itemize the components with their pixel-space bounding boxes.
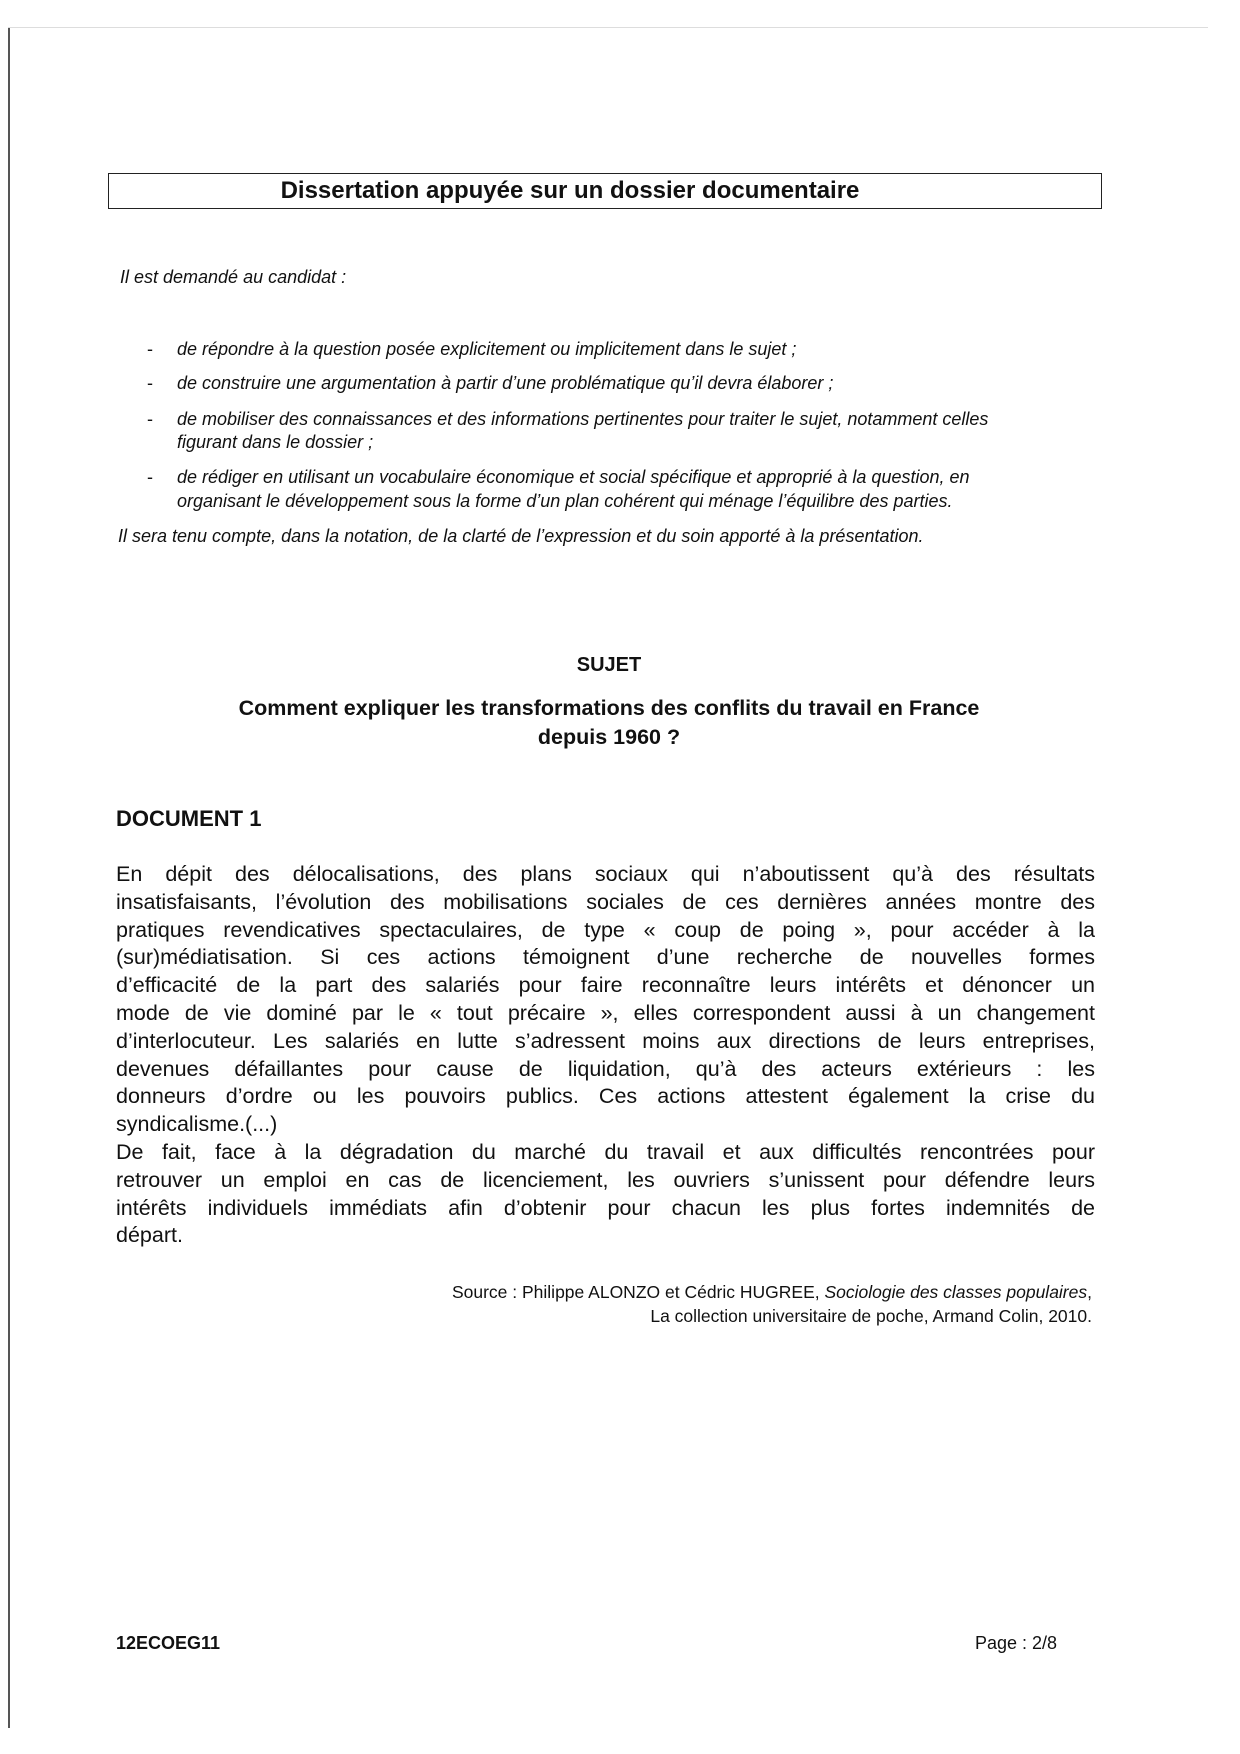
body-line: insatisfaisants, l’évolution des mobilisations sociales de ces dernières années montre des xyxy=(116,889,1095,914)
body-line: (sur)médiatisation. Si ces actions témoignent d’une recherche de nouvelles formes xyxy=(116,945,1095,970)
source-line-2: La collection universitaire de poche, Armand Colin, 2010. xyxy=(650,1306,1092,1326)
body-line: d’efficacité de la part des salariés pour faire reconnaître leurs intérêts et dénoncer un xyxy=(116,973,1095,998)
page-title: Dissertation appuyée sur un dossier documentaire xyxy=(280,177,860,204)
instruction-item: figurant dans le dossier ; xyxy=(177,432,374,452)
document-heading: DOCUMENT 1 xyxy=(116,806,262,831)
source-line-1 xyxy=(452,1282,1092,1303)
instruction-item: organisant le développement sous la forme d’un plan cohérent qui ménage l’équilibre des parties. xyxy=(177,491,953,511)
instruction-item: de répondre à la question posée explicitement ou implicitement dans le sujet ; xyxy=(177,339,797,359)
body-line: pratiques revendicatives spectaculaires, de type « coup de poing », pour accéder à la xyxy=(116,917,1095,942)
bullet-dash: - xyxy=(147,409,153,429)
body-line: devenues défaillantes pour cause de liquidation, qu’à des acteurs extérieurs : les xyxy=(116,1056,1095,1081)
body-line: mode de vie dominé par le « tout précaire », elles correspondent aussi à un changement xyxy=(116,1001,1095,1025)
body-line: départ. xyxy=(116,1223,183,1248)
question-line: Comment expliquer les transformations des conflits du travail en France xyxy=(238,696,980,720)
bullet-dash: - xyxy=(147,373,153,393)
note-text: Il sera tenu compte, dans la notation, de la clarté de l’expression et du soin apporté à la présentation. xyxy=(118,526,924,546)
source-book-title: Sociologie des classes populaires xyxy=(824,1282,1088,1302)
exam-code: 12ECOEG11 xyxy=(116,1633,221,1653)
body-line: donneurs d’ordre ou les pouvoirs publics. Ces actions attestent également la crise du xyxy=(116,1084,1095,1109)
scan-edge-top xyxy=(8,27,1208,28)
source-punct: , xyxy=(1087,1282,1092,1302)
instruction-item: de construire une argumentation à partir d’une problématique qu’il devra élaborer ; xyxy=(177,373,834,393)
body-line: En dépit des délocalisations, des plans sociaux qui n’aboutissent qu’à des résultats xyxy=(116,862,1095,886)
bullet-dash: - xyxy=(147,467,153,487)
bullet-dash: - xyxy=(147,339,153,359)
body-line: d’interlocuteur. Les salariés en lutte s’adressent moins aux directions de leurs entreprises, xyxy=(116,1028,1095,1053)
body-line: syndicalisme.(...) xyxy=(116,1112,278,1137)
intro-text: Il est demandé au candidat : xyxy=(120,267,347,287)
instruction-item: de rédiger en utilisant un vocabulaire économique et social spécifique et approprié à la question, en xyxy=(177,467,970,487)
body-line: De fait, face à la dégradation du marché du travail et aux difficultés rencontrées pour xyxy=(116,1140,1095,1164)
question-line: depuis 1960 ? xyxy=(537,725,681,749)
body-line: intérêts individuels immédiats afin d’obtenir pour chacun les plus fortes indemnités de xyxy=(116,1195,1095,1220)
page-number: Page : 2/8 xyxy=(975,1633,1058,1653)
sujet-label: SUJET xyxy=(576,654,642,676)
source-authors: Source : Philippe ALONZO et Cédric HUGREE, xyxy=(451,1282,825,1302)
title-box xyxy=(108,173,1102,209)
instruction-item: de mobiliser des connaissances et des informations pertinentes pour traiter le sujet, notamment celles xyxy=(177,409,989,429)
body-line: retrouver un emploi en cas de licenciement, les ouvriers s’unissent pour défendre leurs xyxy=(116,1167,1095,1192)
scan-edge xyxy=(8,28,10,1728)
